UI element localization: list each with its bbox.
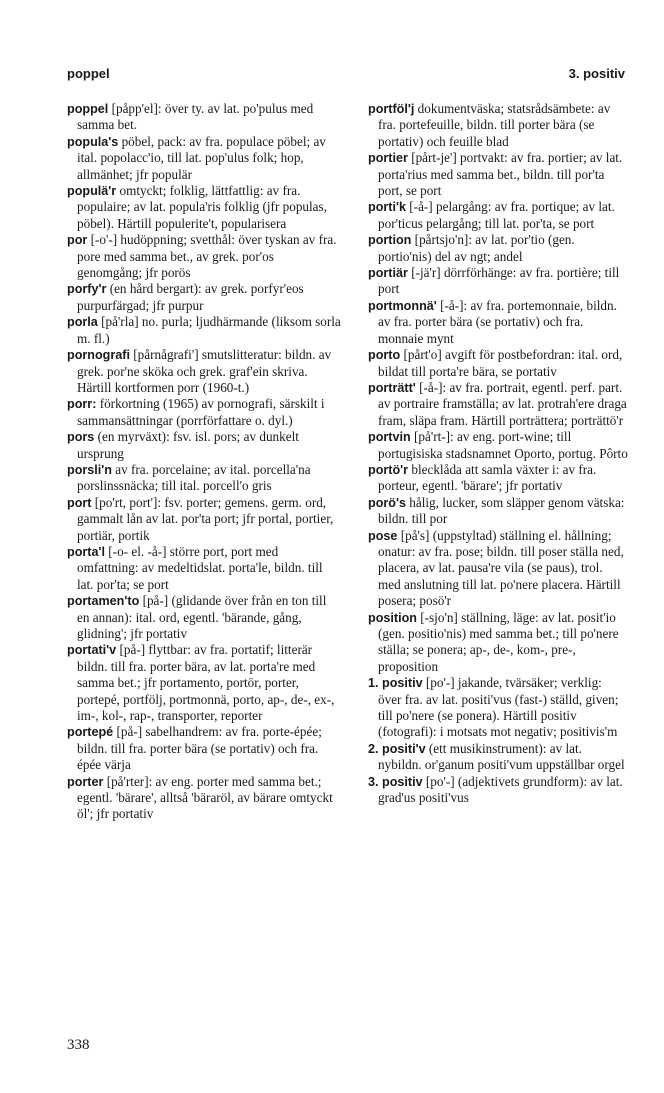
entry-definition: [på'rter]: av eng. porter med samma bet.; egentl. 'bärare', alltså 'bäraröl, av bärare omtyckt öl'; jfr portativ <box>77 773 333 822</box>
entry-definition: [på-] sabelhandrem: av fra. porte-épée; bildn. till fra. porter bära (se portativ) och fra. épée värja <box>77 724 322 773</box>
dictionary-entry <box>67 495 341 544</box>
entry-definition: förkortning (1965) av pornografi, särskilt i sammansättningar (porrförfattare o. dyl.) <box>77 396 325 428</box>
entry-definition: [pårt-je'] portvakt: av fra. portier; av lat. porta'rius med samma bet., bildn. till por'ta port, se port <box>378 150 623 199</box>
entry-definition: (ett musikinstrument): av lat. nybildn. or'ganum positi'vum uppställbar orgel <box>378 740 625 773</box>
entry-headword: porsli'n <box>67 462 112 477</box>
entry-definition: [påpp'el]: över ty. av lat. po'pulus med samma bet. <box>77 101 314 133</box>
dictionary-entry <box>368 265 628 298</box>
dictionary-entry <box>368 610 628 676</box>
entry-headword: porr: <box>67 397 97 412</box>
dictionary-entry <box>368 298 628 347</box>
entry-headword: pose <box>368 528 398 543</box>
entry-headword: portvin <box>368 430 411 445</box>
entry-headword: porti'k <box>368 200 406 215</box>
entry-headword: porträtt' <box>368 380 416 395</box>
entry-headword: porto <box>368 348 401 363</box>
dictionary-entry <box>67 429 341 462</box>
entry-headword: porter <box>67 774 104 789</box>
dictionary-entry <box>67 544 341 593</box>
dictionary-entry <box>67 314 341 347</box>
dictionary-entry <box>67 347 341 396</box>
entry-definition: pöbel, pack: av fra. populace pöbel; av ital. popolacc'io, till lat. pop'ulus folk; hop, allmänhet; jfr populär <box>77 133 326 182</box>
dictionary-entry <box>368 495 628 528</box>
dictionary-entry <box>368 199 628 232</box>
entry-headword: 2. positi'v <box>368 741 426 756</box>
entry-headword: 1. positiv <box>368 676 423 691</box>
entry-definition: [på-] flyttbar: av fra. portatif; litterär bildn. till fra. porter bära, av lat. porta're med samma bet.; jfr portamento, portör, porter, portepé, portfölj, portmonnä, porto, ap-, de-, ex-, im-, kol-, rap-, transporter, reporter <box>77 642 335 724</box>
dictionary-entry <box>67 593 341 642</box>
entry-definition: [-å-]: av fra. portemonnaie, bildn. av fra. porter bära (se portativ) och fra. monnaie mynt <box>378 297 617 346</box>
dictionary-entry <box>67 396 341 429</box>
running-header-left: poppel <box>67 66 110 81</box>
left-column <box>67 101 341 823</box>
dictionary-entry <box>67 134 341 183</box>
entry-definition: [pårt'o] avgift för postbefordran: ital. ord, bildat till porta're bära, se portativ <box>378 347 623 379</box>
entry-headword: portö'r <box>368 462 409 477</box>
entry-headword: porta'l <box>67 544 105 559</box>
right-column <box>368 101 628 806</box>
entry-headword: portamen'to <box>67 594 140 609</box>
entry-headword: pornografi <box>67 348 130 363</box>
entry-headword: portiär <box>368 266 408 281</box>
dictionary-entry <box>67 101 341 134</box>
entry-definition: [-o- el. -å-] större port, port med omfattning: av medeltidslat. porta'le, bildn. till lat. por'ta; se port <box>77 543 323 592</box>
dictionary-entry <box>368 675 628 741</box>
dictionary-entry <box>368 429 628 462</box>
dictionary-entry <box>67 724 341 773</box>
dictionary-entry <box>67 232 341 281</box>
entry-definition: [pårnågrafi'] smutslitteratur: bildn. av grek. por'ne sköka och grek. graf'ein skriva. Härtill kortformen porr (1960-t.) <box>77 347 332 395</box>
dictionary-entry <box>368 380 628 429</box>
dictionary-entry <box>67 183 341 232</box>
entry-definition: [po'rt, port']: fsv. porter; gemens. germ. ord, gammalt lån av lat. por'ta port; jfr portal, portier, portiär, portik <box>77 494 334 543</box>
dictionary-entry <box>368 774 628 807</box>
entry-headword: populä'r <box>67 184 117 199</box>
entry-definition: [på'rla] no. purla; ljudhärmande (liksom sorla m. fl.) <box>77 314 341 346</box>
entry-headword: port <box>67 495 92 510</box>
dictionary-entry <box>368 462 628 495</box>
entry-definition: omtyckt; folklig, lättfattlig: av fra. populaire; av lat. popula'ris folklig (jfr populas, pöbel). Härtill populerite't, popularisera <box>77 183 327 231</box>
dictionary-entry <box>67 281 341 314</box>
entry-definition: [på-] (glidande över från en ton till en annan): ital. ord, egentl. 'bärande, gång, glidning'; jfr portativ <box>77 593 327 641</box>
entry-headword: position <box>368 610 417 625</box>
entry-definition: [-sjo'n] ställning, läge: av lat. posit'io (gen. positio'nis) med samma bet.; till po'nere ställa; se ponera; ap-, de-, kom-, pre-, proposition <box>378 609 619 674</box>
entry-definition: hålig, lucker, som släpper genom vätska: bildn. till por <box>378 494 625 527</box>
dictionary-entry <box>368 347 628 380</box>
entry-definition: [på'rt-]: av eng. port-wine; till portugisiska stadsnamnet Oporto, portug. Pôrto <box>378 429 628 461</box>
entry-definition: (en hård bergart): av grek. porfyr'eos purpurfärgad; jfr purpur <box>77 281 304 313</box>
entry-definition: [po'-] jakande, tvärsäker; verklig: över fra. av lat. positi'vus (fast-) ställd, given; till po'nere (se ponera). Härtill positiv (fotografi): i motsats mot negativ; positivis'm <box>378 675 619 740</box>
entry-definition: blecklåda att samla växter i: av fra. porteur, egentl. 'bärare'; jfr portativ <box>378 461 597 494</box>
page-number: 338 <box>67 1037 90 1053</box>
dictionary-entry <box>368 741 628 774</box>
entry-definition: av fra. porcelaine; av ital. porcella'na porslinssnäcka; till ital. porcell'o gris <box>77 461 311 494</box>
entry-headword: porla <box>67 315 98 330</box>
entry-definition: [på's] (uppstyltad) ställning el. hållning; onatur: av fra. pose; bildn. till poser ställa ned, placera, av lat. pausa're vila (se paus), trol. med anslutning till lat. po'nere placera. Härtill posera; posö'r <box>378 527 624 609</box>
dictionary-entry <box>67 774 341 823</box>
entry-headword: portati'v <box>67 643 117 658</box>
dictionary-entry <box>368 150 628 199</box>
entry-definition: [pårtsjo'n]: av lat. por'tio (gen. portio'nis) del av ngt; andel <box>378 232 575 264</box>
entry-headword: por <box>67 233 88 248</box>
entry-definition: [-o'-] hudöppning; svetthål: över tyskan av fra. pore med samma bet., av grek. por'os genomgång; jfr porös <box>77 232 337 281</box>
entry-headword: portepé <box>67 725 114 740</box>
entry-definition: [-å-] pelargång: av fra. portique; av lat. por'ticus pelargång; till lat. por'ta, se port <box>378 199 615 231</box>
entry-headword: popula's <box>67 134 119 149</box>
entry-definition: dokumentväska; statsrådsämbete: av fra. portefeuille, bildn. till porter bära (se portativ) och feuille blad <box>378 101 611 149</box>
entry-headword: poppel <box>67 102 109 116</box>
entry-headword: porfy'r <box>67 282 107 297</box>
entry-definition: [po'-] (adjektivets grundform): av lat. grad'us positi'vus <box>378 773 623 806</box>
entry-definition: [-å-]: av fra. portrait, egentl. perf. part. av portraire framställa; av lat. protrah'ere draga fram, släpa fram. Härtill porträttera; porträttö'r <box>378 379 627 428</box>
entry-definition: (en myrväxt): fsv. isl. pors; av dunkelt ursprung <box>77 429 299 461</box>
entry-headword: 3. positiv <box>368 774 423 789</box>
dictionary-entry <box>368 528 628 610</box>
entry-headword: pors <box>67 430 95 445</box>
running-header-right: 3. positiv <box>568 66 625 81</box>
dictionary-entry <box>368 101 628 150</box>
entry-headword: portföl'j <box>368 102 415 116</box>
entry-headword: portmonnä' <box>368 298 437 313</box>
entry-headword: portier <box>368 151 408 166</box>
dictionary-entry <box>67 462 341 495</box>
entry-definition: [-jä'r] dörrförhänge: av fra. portière; till port <box>378 265 620 297</box>
entry-headword: porö's <box>368 495 406 510</box>
dictionary-entry <box>368 232 628 265</box>
entry-headword: portion <box>368 233 412 248</box>
dictionary-entry <box>67 642 341 724</box>
